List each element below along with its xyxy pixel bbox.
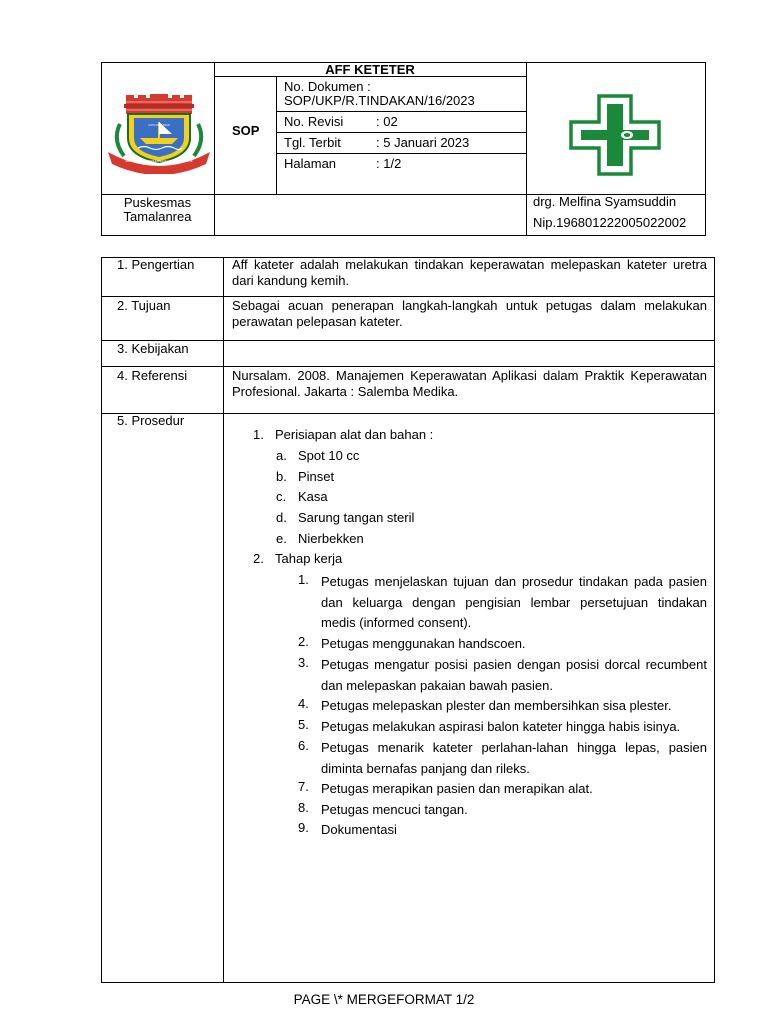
list-item-number: 7.	[298, 779, 309, 794]
doc-number-value: SOP/UKP/R.TINDAKAN/16/2023	[284, 93, 475, 108]
list-item-text: Spot 10 cc	[298, 448, 360, 463]
list-item-text: Kasa	[298, 489, 328, 504]
prosedur-label: 5. Prosedur	[117, 413, 185, 428]
list-item-number: 5.	[298, 717, 309, 732]
step2-title: Tahap kerja	[275, 551, 343, 566]
list-item-text: Nierbekken	[298, 531, 364, 546]
list-item-letter: d.	[276, 510, 287, 525]
emblem-motto: SEKALI LAYAR TERKEMBANG PANTANG BIDUK SURUT KE PANTAI	[125, 160, 193, 166]
list-item-letter: c.	[276, 489, 287, 504]
step1-title: Perisiapan alat dan bahan :	[275, 427, 434, 442]
list-item-letter: b.	[276, 469, 287, 484]
kebijakan-label: 3. Kebijakan	[117, 341, 189, 356]
pengertian-text: Aff kateter adalah melakukan tindakan keperawatan melepaskan kateter uretra dari kandung kemih.	[232, 257, 707, 288]
list-item-text: Petugas melepaskan plester dan membersihkan sisa plester.	[321, 698, 672, 713]
list-item-text: Petugas menggunakan handscoen.	[321, 636, 526, 651]
signer-name: drg. Melfina Syamsuddin	[533, 194, 677, 209]
list-item-text: Dokumentasi	[321, 822, 397, 837]
sop-label: SOP	[232, 123, 260, 138]
step2-number: 2.	[253, 551, 264, 566]
list-item-letter: e.	[276, 531, 287, 546]
tujuan-text: Sebagai acuan penerapan langkah-langkah untuk petugas dalam melakukan perawatan pelepasan kateter.	[232, 298, 707, 329]
referensi-label: 4. Referensi	[117, 368, 188, 383]
step1-number: 1.	[253, 427, 264, 442]
page-value: : 1/2	[376, 156, 402, 171]
list-item-text: Petugas mengatur posisi pasien dengan posisi dorcal recumbent dan melepaskan pakaian bawah pasien.	[321, 657, 707, 693]
issue-date-value: : 5 Januari 2023	[376, 135, 470, 150]
list-item-letter: a.	[276, 448, 287, 463]
issue-date-label: Tgl. Terbit	[284, 135, 341, 150]
list-item-number: 9.	[298, 820, 309, 835]
puskesmas-cross-icon	[569, 94, 661, 176]
doc-number-label: No. Dokumen :	[284, 79, 371, 94]
list-item-number: 1.	[298, 572, 309, 587]
tujuan-label: 2. Tujuan	[117, 298, 171, 313]
revision-label: No. Revisi	[284, 114, 344, 129]
facility-name-line2: Tamalanrea	[123, 209, 192, 224]
list-item-text: Pinset	[298, 469, 335, 484]
list-item-text: Petugas menjelaskan tujuan dan prosedur tindakan pada pasien dan keluarga dengan pengisian lembar persetujuan tindakan medis (informed consent).	[321, 574, 707, 631]
list-item-number: 3.	[298, 655, 309, 670]
document-title: AFF KETETER	[325, 62, 415, 77]
list-item-number: 4.	[298, 696, 309, 711]
list-item-text: Petugas melakukan aspirasi balon kateter hingga habis isinya.	[321, 719, 681, 734]
page-footer: PAGE \* MERGEFORMAT 1/2	[293, 992, 475, 1007]
list-item-number: 2.	[298, 634, 309, 649]
page-label: Halaman	[284, 156, 337, 171]
list-item-number: 6.	[298, 738, 309, 753]
emblem-city: KOTA MAKASSAR	[148, 124, 170, 127]
list-item-text: Petugas mencuci tangan.	[321, 802, 468, 817]
signer-nip: Nip.196801222005022002	[533, 215, 687, 230]
list-item-text: Sarung tangan steril	[298, 510, 415, 525]
city-emblem	[106, 94, 212, 174]
list-item-number: 8.	[298, 800, 309, 815]
facility-name-line1: Puskesmas	[123, 195, 192, 210]
revision-value: : 02	[376, 114, 398, 129]
list-item-text: Petugas merapikan pasien dan merapikan alat.	[321, 781, 593, 796]
pengertian-label: 1. Pengertian	[117, 257, 195, 272]
list-item-text: Petugas menarik kateter perlahan-lahan hingga lepas, pasien diminta bernafas panjang dan rileks.	[321, 740, 707, 776]
referensi-text: Nursalam. 2008. Manajemen Keperawatan Aplikasi dalam Praktik Keperawatan Profesional. Jakarta : Salemba Medika.	[232, 368, 707, 399]
puskesmas-logo	[569, 94, 661, 176]
